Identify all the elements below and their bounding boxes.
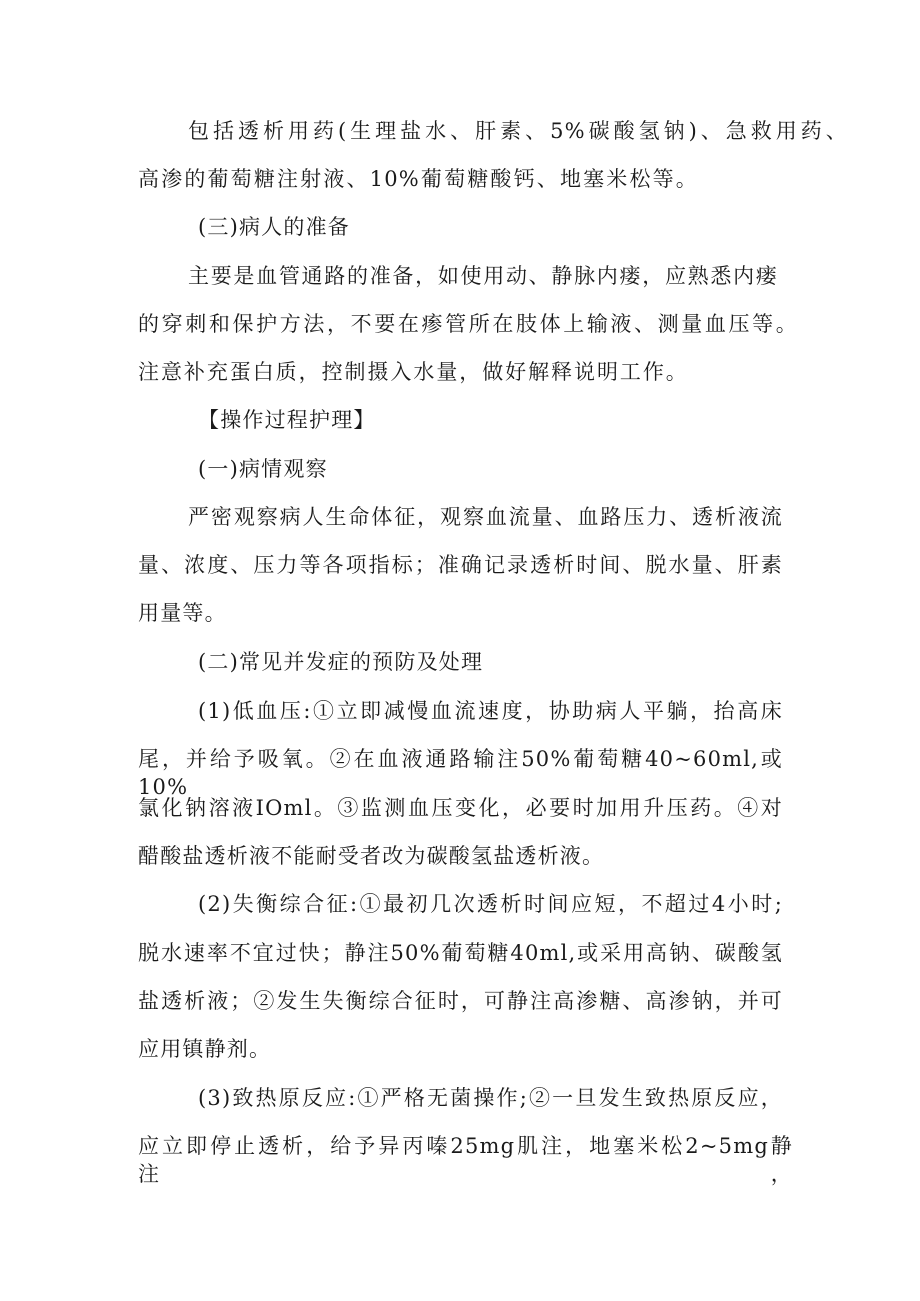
text-line: 高渗的葡萄糖注射液、10%葡萄糖酸钙、地塞米松等。 [138,167,698,191]
text-line: 用量等。 [138,601,227,625]
text-line: 注意补充蛋白质，控制摄入水量，做好解释说明工作。 [138,360,688,384]
text-line: (3)致热原反应:①严格无菌操作;②一旦发生致热原反应， [198,1086,783,1110]
text-line: (2)失衡综合征:①最初几次透析时间应短，不超过4小时; [198,892,783,916]
text-line: 脱水速率不宜过快；静注50%葡萄糖40ml,或采用高钠、碳酸氢 [138,941,783,965]
text-line: 量、浓度、压力等各项指标；准确记录透析时间、脱水量、肝素 [138,553,783,577]
text-line: 的穿刺和保护方法，不要在瘆管所在肢体上输液、测量血压等。 [138,312,798,336]
text-line: 应用镇静剂。 [138,1037,272,1061]
text-line: 应立即停止透析，给予异丙嗪25mg肌注，地塞米松2~5mg静注， [138,1134,793,1186]
text-line: 尾，并给予吸氧。②在血液通路输注50%葡萄糖40~60ml,或10% [138,747,783,799]
subsection-heading: (二)常见并发症的预防及处理 [198,650,484,674]
section-heading: 【操作过程护理】 [198,408,376,432]
text-line: 严密观察病人生命体征，观察血流量、血路压力、透析液流 [188,505,783,529]
subsection-heading: (一)病情观察 [198,457,328,481]
section-heading: (三)病人的准备 [198,215,350,239]
text-line: 氯化钠溶液IOml。③监测血压变化，必要时加用升压药。④对 [138,796,783,820]
text-line: 主要是血管通路的准备，如使用动、静脉内瘘，应熟悉内瘘 [188,264,778,288]
text-line: (1)低血压:①立即减慢血流速度，协助病人平躺，抬高床 [198,699,783,723]
text-line: 包括透析用药(生理盐水、肝素、5%碳酸氢钠)、急救用药、 [188,119,848,143]
text-line: 醋酸盐透析液不能耐受者改为碳酸氢盐透析液。 [138,844,605,868]
text-line: 盐透析液；②发生失衡综合征时，可静注高渗糖、高渗钠，并可 [138,989,783,1013]
